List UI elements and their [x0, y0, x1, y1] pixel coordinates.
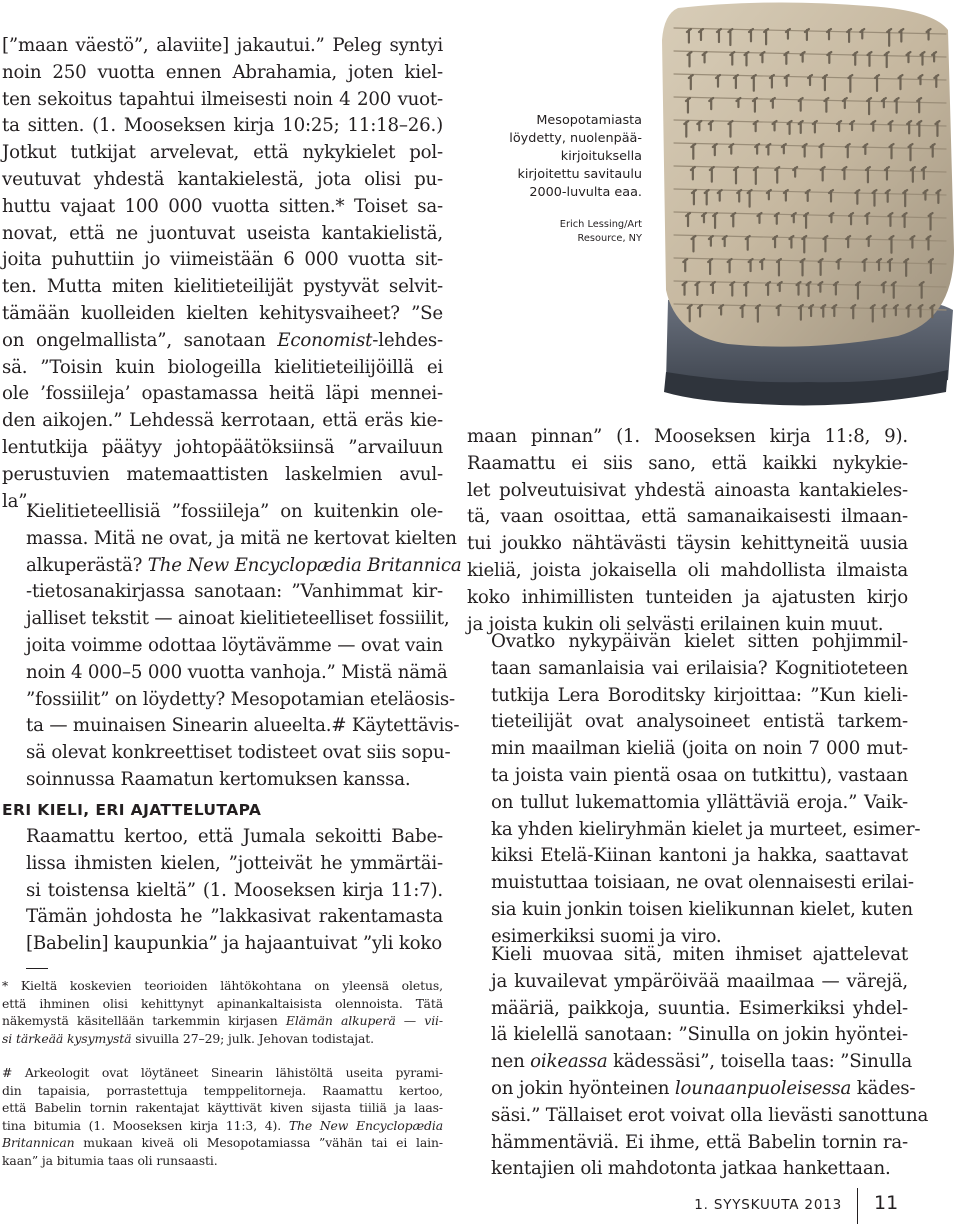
text-line: noin 4 000–5 000 vuotta vanhoja.” Mistä nämä	[26, 661, 448, 683]
text-line: * Kieltä koskevien teorioiden lähtökohtana on yleensä oletus,	[2, 978, 443, 993]
text-line: soinnussa Raamatun kertomuksen kanssa.	[26, 768, 411, 790]
text-line: ten sekoitus tapahtui ilmeisesti noin 4 200 vuot-	[2, 88, 443, 110]
text-line: on tullut lukemattomia yllättäviä eroja.” Vaik-	[491, 791, 908, 813]
text-line: joita voimme odottaa löytävämme — ovat vain	[26, 634, 443, 656]
text-line: sä. ”Toisin kuin biologeilla kielitieteilijöillä ei	[2, 356, 443, 378]
text-line: että ihminen olisi kehittynyt apinankaltaisista olennoista. Tätä	[2, 995, 443, 1011]
text-line: lentutkija päätyy johtopäätöksiinsä ”arvailuun	[2, 436, 443, 458]
text-line: joita puhuttiin jo viimeistään 6 000 vuotta sit-	[2, 249, 443, 271]
caption-line: 2000-luvulta eaa.	[529, 185, 642, 200]
text-line: maan pinnan” (1. Mooseksen kirja 11:8, 9).	[467, 426, 908, 447]
text-line: ja kuvailevat ympäröivää maailmaa — värejä,	[491, 970, 908, 992]
footnote-rule	[26, 968, 48, 969]
text-line: Kieli muovaa sitä, miten ihmiset ajattelevat	[491, 944, 908, 965]
text-line: kentajien oli mahdotonta jatkaa hankettaan.	[491, 1158, 891, 1180]
text-line: Tämän johdosta he ”lakkasivat rakentamasta	[26, 906, 443, 928]
text-line: hämmentäviä. Ei ihme, että Babelin tornin ra-	[491, 1131, 908, 1153]
text-line: [”maan väestö”, alaviite] jakautui.” Peleg syntyi	[2, 35, 443, 56]
text-line: Ovatko nykypäivän kielet sitten pohjimmil-	[491, 631, 908, 652]
text-line: perustuvien matemaattisten laskelmien avul-	[2, 463, 443, 485]
text-line: noin 250 vuotta ennen Abrahamia, joten kiel-	[2, 61, 443, 83]
text-line: si tärkeää kysymystä sivuilla 27–29; julk. Jehovan todistajat.	[2, 1030, 374, 1046]
text-line: kieliä, joista jokaisella oli mahdollista ilmaista	[467, 559, 908, 581]
text-line: muistuttaa toisiaan, ne ovat olennaisesti erilai-	[491, 872, 914, 894]
text-line: Britannican mukaan kiveä oli Mesopotamiassa ”vähän tai ei lain-	[2, 1135, 443, 1151]
text-line: näkemystä käsitellään tarkemmin kirjasen Elämän alkuperä — vii-	[2, 1013, 444, 1029]
text-line: sia kuin jonkin toisen kielikunnan kielet, kuten	[491, 898, 913, 920]
text-line: on jokin hyönteinen lounaanpuoleisessa kädes-	[491, 1077, 916, 1099]
text-line: massa. Mitä ne ovat, ja mitä ne kertovat kielten	[26, 527, 457, 549]
text-line: jalliset tekstit — ainoat kielitieteelliset fossiilit,	[26, 608, 450, 630]
text-line: on ongelmallista”, sanotaan Economist-lehdes-	[2, 329, 443, 351]
text-line: kaan” ja bitumia taas oli runsaasti.	[2, 1152, 218, 1168]
caption-line: Mesopotamiasta	[536, 113, 642, 128]
text-line: tui joukko nähtävästi täysin kehittyneitä uusia	[467, 533, 908, 555]
text-line: tieteilijät ovat analysoineet entistä tarkem-	[491, 711, 908, 733]
text-line: määriä, paikkoja, suuntia. Esimerkiksi yhdel-	[491, 997, 908, 1019]
text-line: sä olevat konkreettiset todisteet ovat siis sopu-	[26, 742, 451, 764]
caption-line: Erich Lessing/Art	[559, 219, 642, 230]
paragraph-right-2	[467, 629, 921, 951]
text-line: ta — muinaisen Sinearin alueelta.# Käytettävis-	[26, 715, 460, 737]
footnote-asterisk	[2, 977, 443, 1047]
paragraph-intro	[2, 33, 443, 515]
text-line: ja joista kukin oli selvästi erilainen kuin muut.	[467, 613, 884, 635]
text-line: lissa ihmisten kielen, ”jotteivät he ymmärtäi-	[26, 852, 443, 874]
text-line: että Babelin tornin rakentajat käyttivät kiven sijasta tiiliä ja laas-	[2, 1100, 443, 1116]
footer-divider	[857, 1188, 858, 1224]
image-credit	[520, 218, 642, 245]
text-line: [Babelin] kaupunkia” ja hajaantuivat ”yli koko	[26, 933, 442, 955]
section-heading: ERI KIELI, ERI AJATTELUTAPA	[2, 801, 262, 819]
footnote-hash	[2, 1064, 443, 1170]
caption-line: löydetty, nuolenpää-	[509, 131, 642, 146]
image-caption	[480, 112, 642, 202]
text-line: ta joista vain pientä osaa on tutkittu), vastaan	[491, 764, 908, 786]
text-line: min maailman kieliä (joita on noin 7 000 mut-	[491, 738, 908, 760]
text-line: tina bitumia (1. Mooseksen kirja 11:3, 4). The New Encyclopædia	[2, 1117, 443, 1133]
text-line: Jotkut tutkijat arvelevat, että nykykielet pol-	[2, 142, 443, 164]
text-line: la”.	[2, 490, 33, 512]
text-line: den aikojen.” Lehdessä kerrotaan, että eräs kie-	[2, 410, 443, 432]
text-line: ten. Mutta miten kielitieteilijät pystyvät selvit-	[2, 276, 443, 298]
page-number: 11	[874, 1192, 899, 1214]
text-line: koko inhimillisten tunteiden ja ajatusten kirjo	[467, 586, 908, 608]
text-line: ”fossiilit” on löydetty? Mesopotamian eteläosis-	[26, 688, 455, 710]
text-line: ka yhden kieliryhmän kielet ja murteet, esimer-	[491, 818, 921, 840]
text-line: nen oikeassa kädessäsi”, toisella taas: ”Sinulla	[491, 1051, 913, 1073]
text-line: alkuperästä? The New Encyclopædia Britannica	[26, 554, 462, 576]
text-line: si toistensa kieltä” (1. Mooseksen kirja 11:7).	[26, 879, 443, 901]
caption-line: Resource, NY	[577, 232, 642, 244]
text-line: Kielitieteellisiä ”fossiileja” on kuitenkin ole-	[26, 501, 443, 522]
text-line: kiksi Etelä-Kiinan kantoni ja hakka, saattavat	[491, 845, 908, 867]
paragraph-babel	[2, 824, 443, 958]
text-line: Raamattu ei siis sano, että kaikki nykykie-	[467, 452, 908, 474]
text-line: lä kielellä sanotaan: ”Sinulla on jokin hyöntei-	[491, 1024, 908, 1046]
text-line: veutuvat yhdestä kantakielestä, jota olisi pu-	[2, 168, 443, 190]
paragraph-fossils	[2, 499, 462, 794]
text-line: taan samanlaisia vai erilaisia? Kognitioteteen	[491, 657, 908, 679]
footer-date: 1. SYYSKUUTA 2013	[694, 1197, 842, 1213]
cuneiform-tablet-image	[648, 0, 960, 412]
text-line: tutkija Lera Boroditsky kirjoittaa: ”Kun kieli-	[491, 684, 908, 706]
caption-line: kirjoitettu savitaulu	[517, 167, 642, 182]
text-line: Raamattu kertoo, että Jumala sekoitti Babe-	[26, 826, 443, 847]
text-line: ole ’fossiileja’ opastamassa heitä läpi mennei-	[2, 383, 443, 405]
text-line: säsi.” Tällaiset erot voivat olla lievästi sanottuna	[491, 1104, 929, 1126]
paragraph-right-3	[467, 942, 929, 1183]
text-line: tä, vaan osoittaa, että samanaikaisesti ilmaan-	[467, 506, 908, 528]
caption-line: kirjoituksella	[560, 149, 642, 164]
paragraph-right-1	[467, 424, 908, 638]
text-line: let polveutuisivat yhdestä ainoasta kantakieles-	[467, 479, 908, 501]
text-line: -tietosanakirjassa sanotaan: ”Vanhimmat kir-	[26, 581, 443, 603]
text-line: din tapaisia, porrastettuja temppelitorneja. Raamattu kertoo,	[2, 1082, 443, 1098]
text-line: # Arkeologit ovat löytäneet Sinearin lähistöltä useita pyrami-	[2, 1065, 443, 1080]
text-line: tämään kuolleiden kielten kehitysvaiheet? ”Se	[2, 302, 443, 324]
text-line: huttu vajaat 100 000 vuotta sitten.* Toiset sa-	[2, 195, 443, 217]
text-line: ta sitten. (1. Mooseksen kirja 10:25; 11:18–26.)	[2, 115, 443, 137]
text-line: esimerkiksi suomi ja viro.	[491, 925, 722, 947]
text-line: novat, että ne juontuvat useista kantakielistä,	[2, 222, 443, 244]
